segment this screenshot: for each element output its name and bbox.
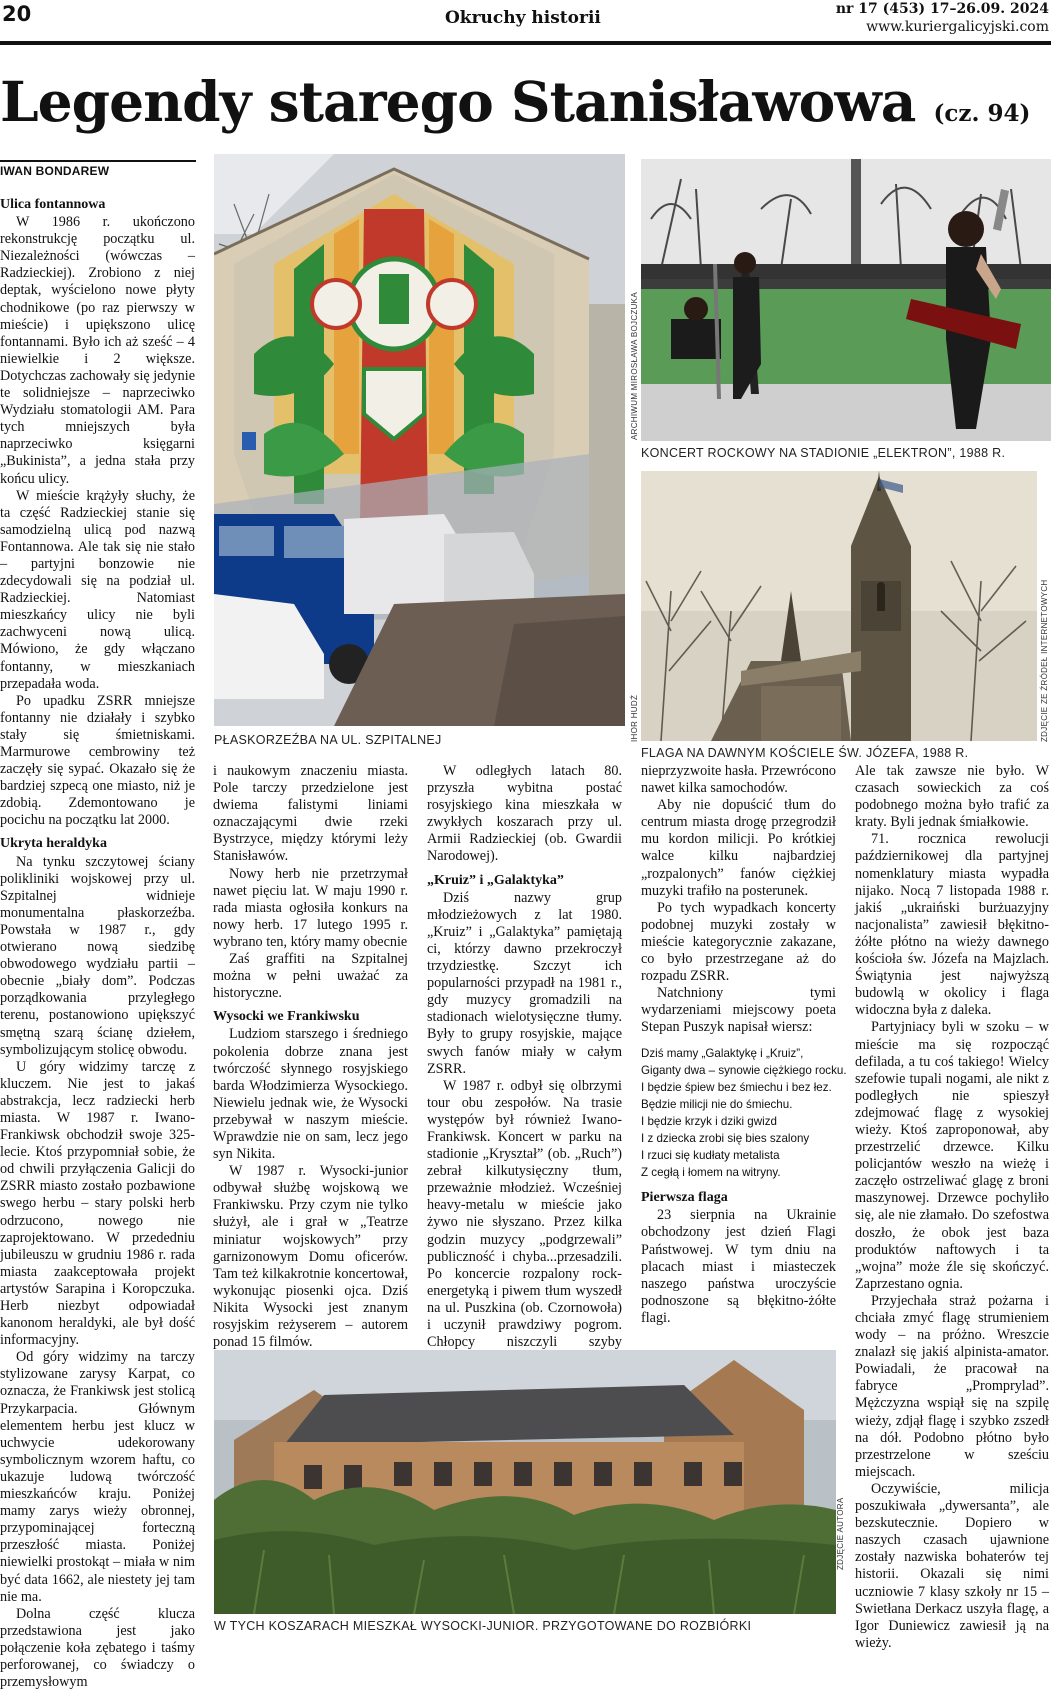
caption-mural: PŁASKORZEŹBA NA UL. SZPITALNEJ <box>214 733 442 747</box>
text-column-4 <box>641 763 847 1327</box>
paragraph: Po upadku ZSRR mniejsze fontanny nie działały i szybko stały się śmietniskami. Marmurowe cembrowiny też zaczęły się sypać. Okazało się że bardziej szpecą one miasto, niż je zdobią. Zdemontowano je pocichu na początku lat 2000. <box>0 692 195 829</box>
page-header <box>0 0 1051 44</box>
section-title: Okruchy historii <box>445 8 601 28</box>
paragraph: Dolna część klucza przedstawiona jest jako połączenie koła zębatego i taśmy perforowanej, co świadczy o przemysłowym <box>0 1605 195 1691</box>
paragraph: Partyjniacy byli w szoku – w mieście ma się rozpocząć defilada, a tu coś takiego! Wielcy szefowie tupali nogami, ale nikt z podległych nie spieszył zdejmować flagę z wysokiej wieży. Ktoś zaproponował, aby przestrzelić drzewce. Kilku policjantów weszło na wieżę i zaczęło ostrzeliwać glagę z broni maszynowej. Drzewce pochyliło się, ale nie złamało. Do szefostwa doszło, że obok jest baza produktów naftowych i ta „wojna” może źle się skończyć. Zaprzestano ognia. <box>855 1019 1049 1292</box>
paragraph: W 1986 r. ukończono rekonstrukcję początku ul. Niezależności (wówczas – Radzieckiej). Zrobiono z niej deptak, wyścielono nowe płyty chodnikowe (po raz pierwszy w mieście) i upiększono ulicę fontannami. Było ich aż sześć – 4 niewielkie i 2 większe. Dotychczas zachowały się jedynie te solidniejsze – naprzeciwko Wydziału stomatologii AM. Para tych mniejszych była naprzeciwko księgarni „Bukinista”, a jedna stała przy końcu ulicy. <box>0 214 195 487</box>
paragraph: nieprzyzwoite hasła. Przewrócono nawet kilka samochodów. <box>641 763 837 797</box>
subheading: „Kruiz” i „Galaktyka” <box>427 872 564 888</box>
article-headline <box>0 62 1030 154</box>
paragraph: W odległych latach 80. przyszła wybitna postać rosyjskiego kina mieszkała w zwykłych koszarach przy ul. Armii Radzieckiej (ob. Gwardii Narodowej). <box>427 763 622 865</box>
paragraph: Po tych wypadkach koncerty podobnej muzyki zostały w mieście kategorycznie zakazane, co było przestrzegane aż do rozpadu ZSRR. <box>641 899 836 985</box>
subheading: Ukryta heraldyka <box>0 836 107 852</box>
caption-church: FLAGA NA DAWNYM KOŚCIELE ŚW. JÓZEFA, 1988 R. <box>641 746 969 760</box>
poem-line: I będzie śpiew bez śmiechu i bez łez. <box>641 1080 832 1094</box>
paragraph: Oczywiście, milicja poszukiwała „dywersanta”, ale bezskutecznie. Dopiero w naszych czasach ujawnione zostały nazwiska bohaterów tej historii. Okazali się nimi uczniowie 7 klasy szkoły nr 15 – Swietłana Derkacz uszyła flagę, a Igor Duniewicz zawiesił ją na wieży. <box>855 1480 1049 1651</box>
poem-line: Z cegłą i łomem na witryny. <box>641 1166 781 1180</box>
mural-illustration <box>214 154 625 726</box>
issue-number: nr 17 (453) 17–26.09. 2024 <box>835 1 1049 17</box>
headline-part: (cz. 94) <box>933 100 1031 127</box>
paragraph: W 1987 r. odbył się olbrzymi tour obu zespołów. Na trasie występów był również Iwano-Frankiwsk. Koncert w parku na stadionie „Kryształ” (ob. „Ruch”) zebrał kilkutysięczny tłum, przeważnie młodzież. Wcześniej heavy-metalu w mieście jako żywo nie słyszano. Przez kilka godzin muzycy „podgrzewali” publiczność i chyba...przesadzili. Po koncercie rozpalony rock-energetyką i piwem tłum wyszedł na ul. Puszkina (ob. Czornowoła) i uczynił prawdziwy pogrom. Chłopcy niszczyli szyby <box>427 1077 622 1351</box>
subheading: Wysocki we Frankiwsku <box>213 1009 360 1025</box>
caption-barracks: W TYCH KOSZARACH MIESZKAŁ WYSOCKI-JUNIOR. PRZYGOTOWANE DO ROZBIÓRKI <box>214 1619 752 1633</box>
paragraph: 23 sierpnia na Ukrainie obchodzony jest dzień Flagi Państwowej. W tym dniu na placach miast i miasteczek naszego państwa uroczyście podnoszone są błękitno-żółte flagi. <box>641 1207 836 1326</box>
text-column-1 <box>0 190 195 1691</box>
barracks-illustration <box>214 1350 836 1614</box>
poem-line: I z dziecka zrobi się bies szalony <box>641 1131 810 1145</box>
text-column-5 <box>855 763 1049 1652</box>
poem <box>641 1045 847 1182</box>
subheading: Ulica fontannowa <box>0 197 106 212</box>
poem-line: I rzuci się kudłaty metalista <box>641 1149 780 1163</box>
page-number: 20 <box>2 2 32 26</box>
paragraph: 71. rocznica rewolucji październikowej dla partyjnej nomenklatury miasta wypadła nijako. Nocą 7 listopada 1988 r. jakiś „ukraiński burżuazyjny nacjonalista” zawiesił błękitno-żółte płótno na wieży dawnego kościoła św. Józefa na Majzlach. Świątynia jest najwyższą budowlą w okolicy i flaga widoczna była z daleka. <box>855 831 1049 1019</box>
paragraph: W 1987 r. Wysocki-junior odbywał służbę wojskową we Frankiwsku. Przy czym nie tylko służył, ale i grał w „Teatrze miniatur wojskowych” przy garnizonowym Domu oficerów. Tam też kilkakrotnie koncertował, wykonując piosenki ojca. Dziś Nikita Wysocki jest znanym rosyjskim reżyserem – autorem ponad 15 filmów. <box>213 1163 408 1351</box>
subheading: Pierwsza flaga <box>641 1190 728 1206</box>
credit-church-right: ZDJĘCIE ZE ŹRÓDEŁ INTERNETOWYCH <box>1040 579 1049 742</box>
header-rule <box>0 41 1051 45</box>
concert-illustration <box>641 159 1051 441</box>
paragraph: Nowy herb nie przetrzymał nawet pięciu lat. W maju 1990 r. rada miasta ogłosiła konkurs na nowy herb. 17 lutego 1995 r. wybrano ten, który mamy obecnie <box>213 865 408 950</box>
credit-church-left: IHOR HUDŹ <box>630 694 639 742</box>
paragraph: Natchniony tymi wydarzeniami miejscowy poeta Stepan Puszyk napisał wiersz: <box>641 985 836 1036</box>
paragraph: Zaś graffiti na Szpitalnej można w pełni uważać za historyczne. <box>213 951 408 1002</box>
issue-info <box>836 0 1049 36</box>
poem-line: I będzie krzyk i dziki gwizd <box>641 1114 777 1128</box>
text-column-3 <box>427 763 622 1368</box>
paragraph: U góry widzimy tarczę z kluczem. Nie jest to jakaś abstrakcja, lecz radziecki herb miasta. W 1987 r. Iwano-Frankiwsk obchodził swoje 325-lecie. Ktoś przypomniał sobie, że od chwili przyłączenia Galicji do ZSRR miasto zostało pozbawione swego herbu – stary polski herb odrzucono, nowego nie zaprojektowano. W przededniu jubileuszu w grudniu 1986 r. rada miasta zaakceptowała projekt artystów Sarapina i Koropczuka. Herb niezbyt odpowiadał kanonom heraldyki, ale był dość informacyjny. <box>0 1058 195 1349</box>
caption-concert: KONCERT ROCKOWY NA STADIONIE „ELEKTRON”, 1988 R. <box>641 446 1006 460</box>
paragraph: Od góry widzimy na tarczy stylizowane zarysy Karpat, co oznacza, że Frankiwsk jest stolicą Przykarpacia. Głównym elementem herbu jest klucz w uchwycie udekorowany symbolicznym wzorem haftu, co ukazuje ludową twórczość mieszkańców kraju. Poniżej mamy zarys wieży obronnej, przypominającej forteczną przeszłość miasta. Poniżej niewielki prostokąt – miała w nim być data 1662, ale niestety jej tam nie ma. <box>0 1349 195 1605</box>
paragraph: W mieście krążyły słuchy, że ta część Radzieckiej stanie się samodzielną ulicą pod nazwą Fontannowa. Ale tak się nie stało – partyjni bonzowie nie zdecydowali się na podział ul. Radzieckiej. Natomiast mieszkańcy ulicy nie byli zachwyceni nową ulicą. Mówiono, że gdy włączano fontanny, w mieszkaniach przepadała woda. <box>0 487 195 692</box>
text-column-2 <box>213 763 408 1351</box>
credit-concert: ARCHIWUM MIROSŁAWA BOJCZUKA <box>630 292 639 440</box>
paragraph: Na tynku szczytowej ściany polikliniki wojskowej przy ul. Szpitalnej widnieje monumentalna płaskorzeźba. Powstała w 1987 r., gdy otwierano nową siedzibę obwodowego wydziału partii – obecnie „biały dom”. Podczas porządkowania przyległego terenu, postanowiono upiększyć smętną szarą ścianę dziełem, symbolizującym stolicę obwodu. <box>0 853 195 1058</box>
paragraph: Dziś nazwy grup młodzieżowych z lat 1980. „Kruiz” i „Galaktyka” pamiętają ci, którzy dawno przekroczył trzydziestkę. Szczyt ich popularności przypadł na 1981 r., gdy muzycy gromadzili na stadionach wielotysięczne tłumy. Były to grupy rosyjskie, mające swych fanów miały w całym ZSRR. <box>427 889 622 1077</box>
church-illustration <box>641 471 1037 741</box>
photo-barracks <box>214 1350 836 1614</box>
paragraph: Przyjechała straż pożarna i chciała zmyć flagę strumieniem wody – na próżno. Wreszcie znalazł się jakiś alpinista-amator. Powiadali, że pracował na fabryce „Promprylad”. Mężczyzna wspiął się na szpilę wieży, zdjął flagę i szybko zszedł na dół. Podobno płótno było przestrzelone w sześciu miejscach. <box>855 1292 1049 1480</box>
credit-barracks: ZDJĘCIE AUTORA <box>836 1497 845 1570</box>
paragraph: i naukowym znaczeniu miasta. Pole tarczy przedzielone jest dwiema falistymi liniami oznaczającymi dwie rzeki Bystrzyce, między którymi leży Stanisławów. <box>213 763 408 865</box>
photo-church <box>641 471 1037 741</box>
paragraph: Ale tak zawsze nie było. W czasach sowieckich za coś podobnego można było trafić za kraty. Byli jednak śmiałkowie. <box>855 763 1049 831</box>
photo-concert <box>641 159 1051 441</box>
poem-line: Giganty dwa – synowie ciężkiego rocku. <box>641 1063 847 1077</box>
paragraph: Ludziom starszego i średniego pokolenia dobrze znana jest twórczość słynnego rosyjskiego barda Włodzimierza Wysockiego. Niewielu jednak wie, że Wysocki przebywał w naszym mieście. Wprawdzie nie on sam, lecz jego syn Nikita. <box>213 1026 408 1163</box>
article-author: IWAN BONDAREW <box>0 160 196 178</box>
headline-title: Legendy starego Stanisławowa <box>0 69 916 134</box>
paragraph: Aby nie dopuścić tłum do centrum miasta drogę przegrodził mu kordon milicji. Po krótkiej walce kilku najbardziej „rozpalonych” fanów ciężkiej muzyki trafiło na posterunek. <box>641 797 836 899</box>
poem-line: Dziś mamy „Galaktykę i „Kruiz”, <box>641 1046 804 1060</box>
photo-mural <box>214 154 625 726</box>
poem-line: Będzie milicji nie do śmiechu. <box>641 1097 793 1111</box>
website-link[interactable]: www.kuriergalicyjski.com <box>866 19 1049 35</box>
